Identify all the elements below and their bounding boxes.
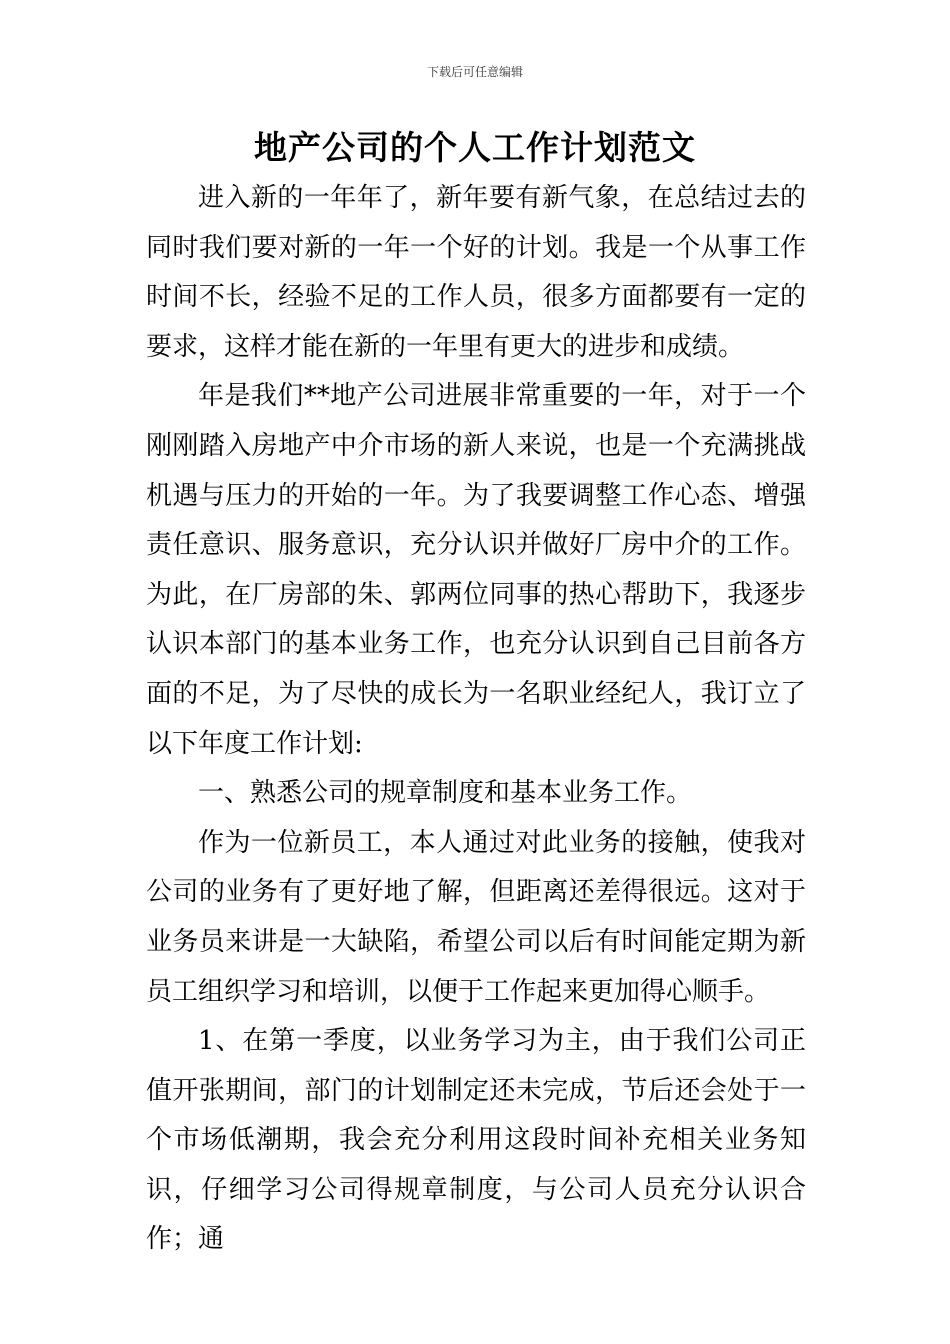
paragraph: 作为一位新员工，本人通过对此业务的接触，使我对公司的业务有了更好地了解，但距离还差得很远。这对于业务员来讲是一大缺陷，希望公司以后有时间能定期为新员工组织学习和培训，以便于工作起来更加得心顺手。 [146,827,806,1007]
paragraph: 年是我们**地产公司进展非常重要的一年，对于一个刚刚踏入房地产中介市场的新人来说，也是一个充满挑战机遇与压力的开始的一年。为了我要调整工作心态、增强责任意识、服务意识，充分认识并做好厂房中介的工作。为此，在厂房部的朱、郭两位同事的热心帮助下，我逐步认识本部门的基本业务工作，也充分认识到自己目前各方面的不足，为了尽快的成长为一名职业经纪人，我订立了以下年度工作计划: [146,381,806,759]
document-title: 地产公司的个人工作计划范文 [254,128,696,167]
paragraph: 1、在第一季度，以业务学习为主，由于我们公司正值开张期间，部门的计划制定还未完成，节后还会处于一个市场低潮期，我会充分利用这段时间补充相关业务知识，仔细学习公司得规章制度，与公司人员充分认识合作；通 [146,1026,806,1255]
document-body [146,174,806,1265]
header-note: 下载后可任意编辑 [426,65,523,79]
section-heading: 一、熟悉公司的规章制度和基本业务工作。 [198,778,693,809]
paragraph: 进入新的一年年了，新年要有新气象，在总结过去的同时我们要对新的一年一个好的计划。我是一个从事工作时间不长，经验不足的工作人员，很多方面都要有一定的要求，这样才能在新的一年里有更大的进步和成绩。 [146,183,806,362]
